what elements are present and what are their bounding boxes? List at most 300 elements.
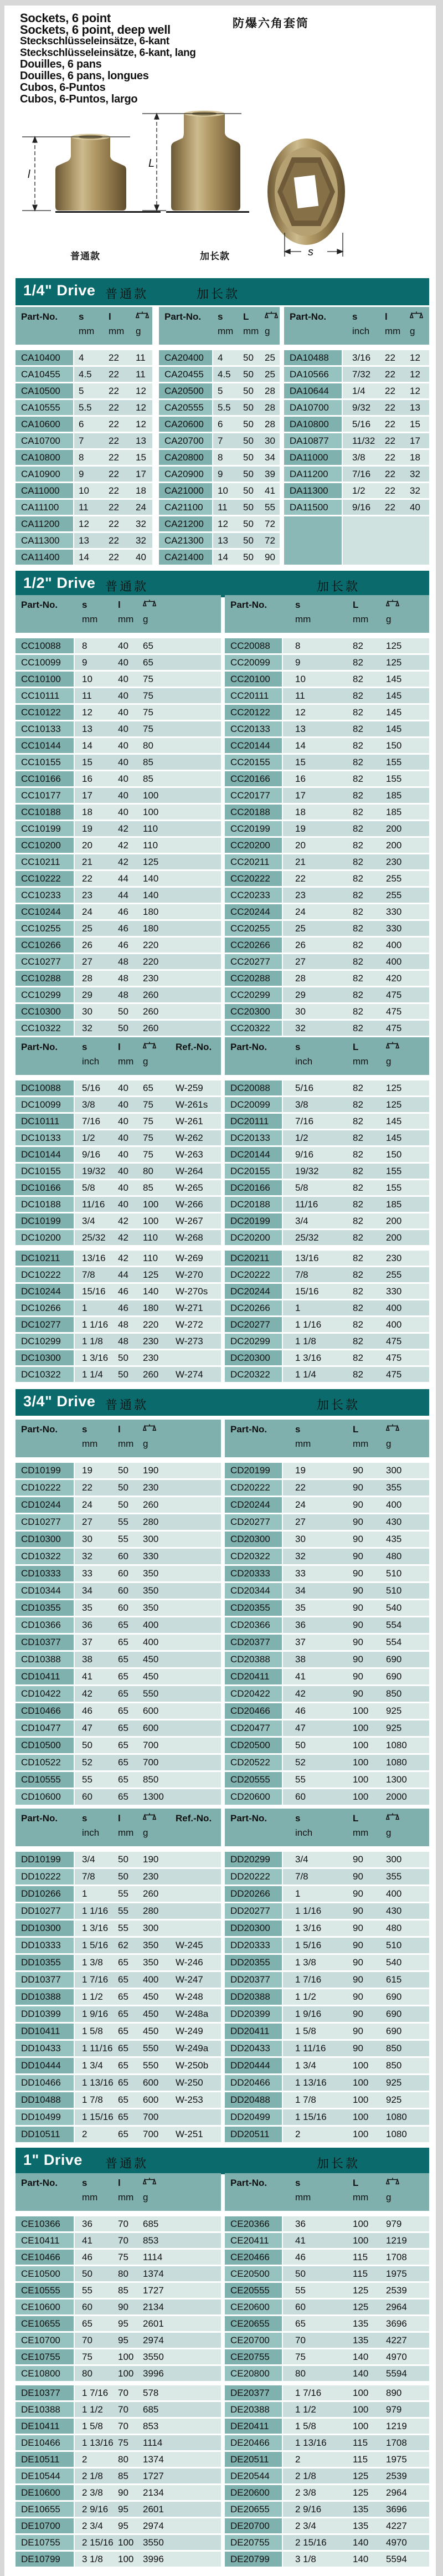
- row-values: [213, 516, 280, 531]
- length-cell: 90: [353, 1637, 363, 1647]
- table-row: [225, 2109, 429, 2125]
- ref-no-cell: W-273: [176, 1335, 203, 1346]
- size-cell: 3 1/8: [295, 2553, 316, 2564]
- table-row: [16, 705, 221, 720]
- length-cell: 82: [353, 989, 363, 1000]
- table-quarter-standard: [16, 307, 152, 566]
- weight-header: [373, 1424, 429, 1436]
- weight-cell: 230: [143, 1482, 159, 1493]
- table-row: [225, 1180, 429, 1195]
- part-no-cell: DA10800: [284, 417, 342, 432]
- table-row: [225, 755, 429, 770]
- weight-header: [373, 600, 429, 612]
- row-values: [283, 954, 429, 969]
- part-no-cell: DD20333: [225, 1938, 282, 1953]
- table-half-deep-mm: [225, 595, 429, 1037]
- title-es-1: Cubos, 6-Puntos: [20, 81, 106, 94]
- size-cell: 1 1/16: [295, 1319, 322, 1330]
- table-row: [16, 721, 221, 736]
- part-no-cell: DD10333: [16, 1938, 74, 1953]
- ref-no-cell: [168, 1021, 221, 1036]
- part-no-cell: DC20222: [225, 1267, 282, 1282]
- table-row: [225, 1738, 429, 1753]
- row-values: [283, 1317, 429, 1332]
- part-no-cell: DE10755: [16, 2535, 74, 2550]
- row-values: [343, 467, 429, 482]
- row-values: [75, 1317, 221, 1332]
- table-row: [225, 1317, 429, 1332]
- weight-cell: 450: [143, 2026, 159, 2036]
- length-cell: 90: [353, 1888, 363, 1899]
- size-cell: 1 1/16: [295, 1906, 322, 1916]
- part-no-cell: CC10288: [16, 971, 74, 986]
- part-no-cell: CA10500: [16, 383, 73, 398]
- row-values: [75, 672, 221, 687]
- part-no-cell: DD10444: [16, 2058, 74, 2073]
- length-cell: 70: [118, 2235, 128, 2246]
- weight-cell: 355: [386, 1871, 402, 1882]
- length-cell: 135: [353, 2503, 369, 2514]
- length-cell: 100: [353, 2094, 369, 2105]
- part-no-cell: DC10166: [16, 1180, 74, 1195]
- row-values: [283, 2333, 429, 2348]
- scale-icon: [143, 1423, 156, 1436]
- weight-cell: 2000: [386, 1791, 407, 1802]
- length-cell: 40: [118, 1165, 128, 1176]
- length-cell: 80: [118, 2268, 128, 2279]
- row-values: [74, 367, 152, 382]
- ref-no-cell: [168, 688, 221, 703]
- ref-no-cell: [168, 805, 221, 820]
- weight-cell: 400: [386, 956, 402, 967]
- ref-no-cell: [168, 1583, 221, 1599]
- row-values: [75, 788, 221, 803]
- weight-cell: 690: [386, 2009, 402, 2019]
- weight-cell: 180: [143, 1302, 159, 1313]
- table-row: [225, 1772, 429, 1788]
- weight-cell: 400: [143, 1974, 159, 1985]
- unit-label: mm: [243, 326, 259, 336]
- row-values: [283, 1463, 429, 1478]
- weight-cell: 125: [386, 640, 402, 651]
- ref-no-header: Ref.-No.: [176, 1813, 212, 1824]
- ref-no-cell: W-249a: [176, 2043, 209, 2053]
- table-row: [225, 1004, 429, 1019]
- weight-cell: 2134: [143, 2301, 164, 2312]
- weight-cell: 220: [143, 956, 159, 967]
- table-header: [225, 595, 429, 633]
- row-values: [213, 550, 280, 565]
- size-cell: 2 9/16: [295, 2503, 322, 2514]
- row-values: [283, 2109, 429, 2125]
- weight-cell: 350: [143, 1940, 159, 1950]
- weight-cell: 510: [386, 1940, 402, 1950]
- part-no-unit-spacer: [16, 2192, 74, 2203]
- weight-cell: 2601: [143, 2318, 164, 2329]
- length-cell: 48: [118, 972, 128, 984]
- length-cell: 50: [118, 1854, 128, 1865]
- ref-no-cell: W-269: [176, 1252, 203, 1263]
- weight-cell: 3696: [386, 2318, 407, 2329]
- size-cell: 1 7/16: [295, 2387, 322, 2398]
- table-row: [284, 350, 429, 365]
- size-cell: 30: [295, 1534, 306, 1544]
- size-cell: 5/8: [82, 1182, 95, 1193]
- weight-cell: 185: [386, 1199, 402, 1210]
- weight-cell: 400: [143, 1620, 159, 1630]
- weight-cell: 979: [386, 2404, 402, 2415]
- ref-no-cell: W-270: [176, 1269, 203, 1280]
- part-no-cell: DC10299: [16, 1334, 74, 1349]
- part-no-cell: CD20244: [225, 1497, 282, 1513]
- part-no-cell: DE10655: [16, 2502, 74, 2517]
- weight-cell: 125: [386, 1099, 402, 1110]
- table-row: [16, 2127, 221, 2142]
- length-cell: 22: [109, 352, 119, 363]
- unit-label: mm: [353, 1056, 369, 1067]
- part-no-cell: CC10222: [16, 871, 74, 886]
- part-no-unit-spacer: [225, 2192, 282, 2203]
- size-cell: 19/32: [295, 1165, 319, 1176]
- weight-cell: 255: [386, 889, 402, 900]
- length-cell: 65: [118, 2129, 128, 2139]
- part-no-cell: CA20600: [159, 417, 212, 432]
- size-cell: 3/4: [82, 1854, 95, 1865]
- size-cell: 3/8: [82, 1099, 95, 1110]
- part-no-cell: CA11400: [16, 550, 73, 565]
- length-cell: 65: [118, 1688, 128, 1699]
- table-row: [16, 1921, 221, 1936]
- size-cell: 3/8: [352, 452, 365, 463]
- part-no-cell: DD20411: [225, 2024, 282, 2039]
- ref-no-cell: [168, 1886, 221, 1902]
- part-no-cell: DD20277: [225, 1903, 282, 1919]
- length-cell: 46: [118, 923, 128, 934]
- row-values: [213, 500, 280, 515]
- part-no-cell: DE20466: [225, 2435, 282, 2450]
- table-row: [225, 771, 429, 786]
- weight-cell: 925: [386, 2077, 402, 2088]
- part-no-cell: DE10700: [16, 2518, 74, 2533]
- length-cell: 70: [118, 2404, 128, 2415]
- weight-cell: 24: [136, 501, 146, 513]
- table-row: [225, 1852, 429, 1867]
- row-values: [75, 1350, 221, 1365]
- length-cell: 82: [353, 1269, 363, 1280]
- weight-cell: 125: [386, 657, 402, 668]
- table-row: [225, 1921, 429, 1936]
- label-deep-type: 加长款: [197, 287, 240, 301]
- weight-cell: 554: [386, 1620, 402, 1630]
- length-header: L: [353, 2178, 359, 2188]
- length-cell: 82: [353, 1199, 363, 1210]
- weight-cell: 230: [386, 1252, 402, 1263]
- part-no-cell: DC10155: [16, 1164, 74, 1179]
- ref-no-cell: W-253: [176, 2094, 203, 2105]
- table-row: [225, 1703, 429, 1719]
- table-row: [225, 1300, 429, 1315]
- table-row: [16, 672, 221, 687]
- table-header-labels: [284, 307, 429, 324]
- table-header: [16, 1037, 221, 1075]
- row-values: [75, 1921, 221, 1936]
- row-values: [74, 350, 152, 365]
- table-threequarter-standard-mm: [16, 1420, 221, 1806]
- size-cell: 1 1/4: [295, 1369, 316, 1380]
- table-row: [225, 1334, 429, 1349]
- table-row: [225, 1497, 429, 1513]
- ref-no-cell: W-250: [176, 2077, 203, 2088]
- weight-cell: 200: [386, 1232, 402, 1243]
- part-no-unit-spacer: [16, 326, 73, 337]
- length-cell: 50: [118, 1022, 128, 1033]
- table-row: [225, 954, 429, 969]
- table-row: [16, 1532, 221, 1547]
- table-threequarter-deep-mm: [225, 1420, 429, 1806]
- row-values: [283, 1334, 429, 1349]
- unit-label: [168, 1056, 221, 1067]
- length-cell: 125: [353, 2470, 369, 2481]
- size-cell: 41: [295, 1671, 306, 1682]
- weight-cell: 330: [386, 906, 402, 917]
- table-row: [225, 838, 429, 853]
- table-row: [225, 1114, 429, 1129]
- length-cell: 125: [353, 2285, 369, 2296]
- size-cell: 47: [82, 1723, 92, 1733]
- length-cell: 50: [118, 1369, 128, 1380]
- part-no-cell: DA10566: [284, 367, 342, 382]
- weight-cell: 690: [386, 1991, 402, 2002]
- ref-no-cell: [168, 1480, 221, 1496]
- part-no-header: Part-No.: [21, 1813, 58, 1824]
- weight-header: [130, 311, 152, 324]
- dim-s-label: s: [308, 246, 313, 258]
- row-values: [75, 1114, 221, 1129]
- size-cell: 24: [295, 906, 306, 917]
- ref-no-cell: [168, 788, 221, 803]
- row-values: [75, 2092, 221, 2108]
- table-row: [225, 2216, 429, 2231]
- table-row: [16, 467, 152, 482]
- row-values: [75, 2283, 221, 2298]
- row-values: [75, 2109, 221, 2125]
- part-no-cell: CC20211: [225, 854, 282, 869]
- size-cell: 38: [295, 1654, 306, 1665]
- row-values: [283, 1147, 429, 1162]
- row-values: [283, 1114, 429, 1129]
- ref-no-cell: W-265: [176, 1182, 203, 1193]
- length-cell: 22: [109, 535, 119, 546]
- part-no-cell: CC20277: [225, 954, 282, 969]
- size-cell: 5.5: [79, 402, 92, 413]
- row-values: [75, 1497, 221, 1513]
- row-values: [283, 1972, 429, 1988]
- ref-no-cell: W-261: [176, 1115, 203, 1126]
- weight-cell: 1374: [143, 2268, 164, 2279]
- part-no-cell: CD20277: [225, 1514, 282, 1530]
- table-row: [225, 1267, 429, 1282]
- label-deep-type: 加长款: [317, 580, 360, 593]
- length-cell: 22: [109, 468, 119, 479]
- table-row: [16, 1213, 221, 1228]
- size-cell: 14: [82, 740, 92, 751]
- weight-cell: 34: [265, 452, 275, 463]
- length-cell: 115: [353, 2251, 368, 2262]
- table-row: [225, 821, 429, 836]
- row-values: [75, 1669, 221, 1684]
- table-row: [225, 2535, 429, 2550]
- length-cell: 40: [118, 756, 128, 767]
- size-cell: 1 5/8: [295, 2420, 316, 2431]
- row-values: [283, 1497, 429, 1513]
- size-cell: 1 5/8: [82, 2420, 103, 2431]
- table-header-units: [16, 1827, 221, 1838]
- table-row: [225, 2485, 429, 2500]
- part-no-cell: DD10277: [16, 1903, 74, 1919]
- part-no-cell: CE10600: [16, 2300, 74, 2314]
- table-header: [16, 1420, 221, 1457]
- row-values: [283, 2041, 429, 2056]
- row-values: [283, 2435, 429, 2450]
- table-header-units: [284, 326, 429, 337]
- table-row: [225, 1213, 429, 1228]
- ref-no-cell: [168, 954, 221, 969]
- part-no-cell: DC20300: [225, 1350, 282, 1365]
- table-row: [225, 721, 429, 736]
- table-row: [16, 2333, 221, 2348]
- row-values: [213, 367, 280, 382]
- row-values: [74, 467, 152, 482]
- ref-no-cell: W-274: [176, 1369, 203, 1380]
- part-no-cell: DC20155: [225, 1164, 282, 1179]
- row-values: [283, 1300, 429, 1315]
- weight-cell: 155: [386, 756, 402, 767]
- size-cell: 41: [82, 1671, 92, 1682]
- table-row: [16, 2316, 221, 2331]
- weight-cell: 3996: [143, 2368, 164, 2379]
- size-cell: 7/8: [82, 1871, 95, 1882]
- ref-no-cell: [168, 2452, 221, 2467]
- row-values: [283, 2469, 429, 2483]
- table-row: [284, 417, 429, 432]
- size-header: s: [295, 1042, 301, 1052]
- length-cell: 90: [353, 1602, 363, 1613]
- part-no-cell: CA20555: [159, 400, 212, 415]
- length-cell: 50: [243, 452, 254, 463]
- row-values: [75, 2435, 221, 2450]
- part-no-header: Part-No.: [230, 1424, 267, 1435]
- part-no-cell: CD20322: [225, 1549, 282, 1564]
- weight-cell: 28: [265, 418, 275, 429]
- size-cell: 1 5/8: [295, 2026, 316, 2036]
- table-row: [16, 1147, 221, 1162]
- size-cell: 1 11/16: [82, 2043, 113, 2053]
- length-cell: 115: [353, 2454, 368, 2465]
- weight-cell: 300: [386, 1465, 402, 1476]
- size-cell: 1/2: [352, 485, 365, 496]
- weight-cell: 5594: [386, 2368, 407, 2379]
- weight-cell: 685: [143, 2404, 159, 2415]
- size-cell: 1 7/16: [295, 1974, 322, 1985]
- part-no-unit-spacer: [225, 1827, 282, 1838]
- length-cell: 95: [118, 2334, 128, 2345]
- row-values: [75, 2485, 221, 2500]
- row-values: [283, 1213, 429, 1228]
- row-values: [283, 1686, 429, 1702]
- part-no-cell: CC10111: [16, 688, 74, 703]
- part-no-header: Part-No.: [21, 600, 58, 610]
- unit-label: g: [265, 326, 270, 336]
- weight-cell: 400: [386, 1319, 402, 1330]
- row-values: [75, 821, 221, 836]
- weight-cell: 550: [143, 2043, 159, 2053]
- length-cell: 65: [118, 1757, 128, 1768]
- size-header: s: [295, 1813, 301, 1824]
- size-cell: 18: [82, 806, 92, 817]
- length-cell: 22: [109, 518, 119, 529]
- part-no-cell: CD20366: [225, 1617, 282, 1633]
- label-standard-type: 普通款: [105, 2157, 149, 2170]
- length-cell: 50: [243, 518, 254, 529]
- length-cell: 115: [353, 2268, 368, 2279]
- size-cell: 55: [295, 1774, 306, 1785]
- row-values: [75, 1080, 221, 1095]
- weight-cell: 330: [386, 923, 402, 934]
- part-no-cell: DD20355: [225, 1955, 282, 1970]
- table-row: [16, 1164, 221, 1179]
- size-cell: 5: [79, 385, 84, 396]
- weight-cell: 65: [143, 640, 153, 651]
- part-no-cell: CA10800: [16, 450, 73, 465]
- length-cell: 82: [353, 1165, 363, 1176]
- part-no-cell: DD10300: [16, 1921, 74, 1936]
- size-cell: 35: [295, 1602, 306, 1613]
- row-values: [75, 1955, 221, 1970]
- part-no-cell: CD10411: [16, 1669, 74, 1684]
- row-values: [283, 1703, 429, 1719]
- ref-no-cell: W-246: [176, 1957, 203, 1968]
- row-values: [343, 383, 429, 398]
- table-row: [225, 2552, 429, 2567]
- length-cell: 100: [353, 1706, 369, 1716]
- part-no-cell: DC10144: [16, 1147, 74, 1162]
- row-values: [213, 483, 280, 498]
- length-cell: 82: [353, 1232, 363, 1243]
- ref-no-cell: [168, 1686, 221, 1702]
- part-no-cell: CC20088: [225, 638, 282, 653]
- row-values: [75, 2452, 221, 2467]
- ref-no-cell: [168, 1720, 221, 1736]
- weight-cell: 510: [386, 1568, 402, 1579]
- length-header: l: [118, 1424, 121, 1435]
- row-values: [75, 2333, 221, 2348]
- part-no-cell: DD10377: [16, 1972, 74, 1988]
- size-cell: 27: [295, 956, 306, 967]
- weight-cell: 330: [143, 1551, 159, 1561]
- table-row: [16, 954, 221, 969]
- table-row: [225, 1955, 429, 1970]
- row-values: [75, 1514, 221, 1530]
- table-row: [16, 838, 221, 853]
- table-row: [16, 971, 221, 986]
- length-cell: 65: [118, 1774, 128, 1785]
- table-row: [16, 1617, 221, 1633]
- table-row: [284, 367, 429, 382]
- weight-cell: 12: [410, 368, 420, 380]
- size-cell: 1 5/16: [295, 1940, 322, 1950]
- table-header-labels: [16, 1809, 221, 1825]
- part-no-cell: DE10411: [16, 2419, 74, 2434]
